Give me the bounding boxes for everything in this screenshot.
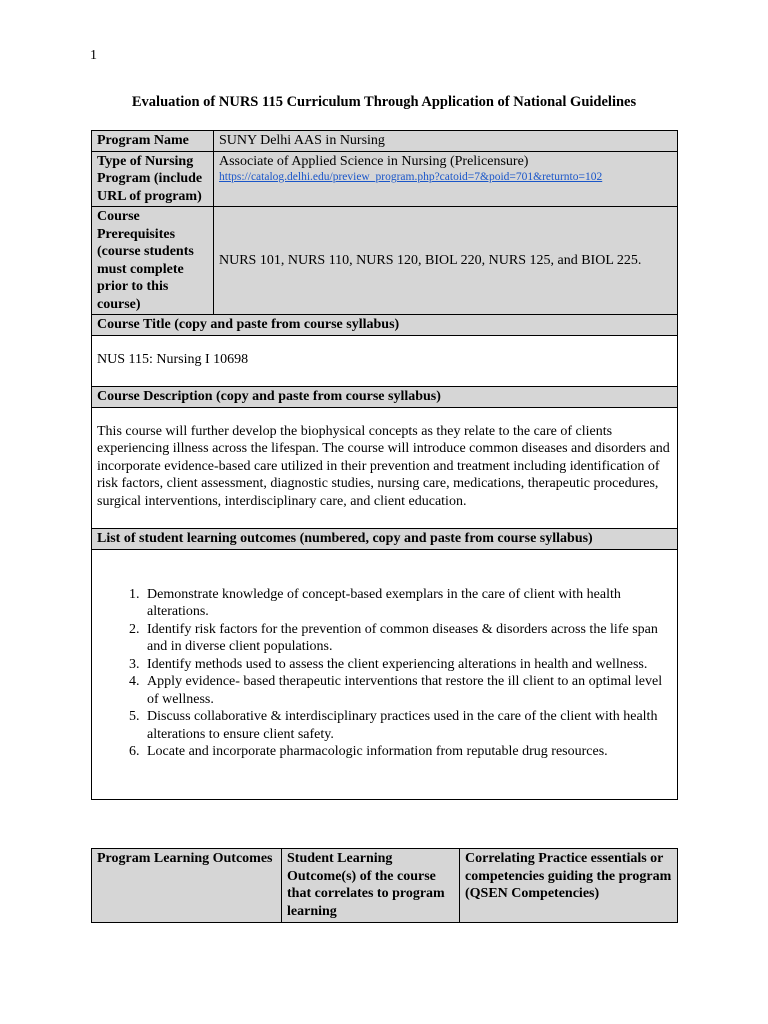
table-row: [92, 387, 678, 408]
table-row: [92, 549, 678, 799]
table-header-row: [92, 849, 678, 923]
outcomes-mapping-table: [91, 848, 678, 923]
program-type-value: Associate of Applied Science in Nursing (Prelicensure): [219, 153, 529, 169]
prerequisites-value: NURS 101, NURS 110, NURS 120, BIOL 220, NURS 125, and BIOL 225.: [214, 207, 678, 315]
page-number: 1: [90, 48, 97, 63]
table-row: [92, 207, 678, 315]
table-row: [92, 407, 678, 529]
list-item: 2. Identify risk factors for the prevention of common diseases & disorders across the life span and in diverse client populations.: [143, 621, 672, 656]
table-row: [92, 151, 678, 207]
program-url-link[interactable]: https://catalog.delhi.edu/preview_program.php?catoid=7&poid=701&returnto=102: [219, 171, 603, 183]
table-row: [92, 529, 678, 550]
list-item: 3. Identify methods used to assess the client experiencing alterations in health and wellness.: [143, 656, 672, 674]
list-item: 5. Discuss collaborative & interdisciplinary practices used in the care of the client with health alterations to ensure client safety.: [143, 708, 672, 743]
program-name-value: SUNY Delhi AAS in Nursing: [214, 131, 678, 152]
program-type-cell: [214, 151, 678, 207]
document-title: Evaluation of NURS 115 Curriculum Through Application of National Guidelines: [131, 94, 637, 110]
course-title-label: Course Title (copy and paste from course syllabus): [92, 315, 678, 336]
course-description-label: Course Description (copy and paste from course syllabus): [92, 387, 678, 408]
header-student-learning-outcomes: Student Learning Outcome(s) of the course that correlates to program learning: [282, 849, 460, 923]
course-description-value: This course will further develop the biophysical concepts as they relate to the care of clients experiencing illness across the lifespan. The course will introduce common diseases and disorders and incorporate evidence-based care utilized in their prevention and treatment including identification of risk factors, client assessment, diagnostic studies, nursing care, medications, therapeutic procedures, surgical interventions, interdisciplinary care, and client education.: [92, 407, 678, 529]
table-row: [92, 315, 678, 336]
learning-outcomes-cell: [92, 549, 678, 799]
list-item: 6. Locate and incorporate pharmacologic information from reputable drug resources.: [143, 743, 672, 761]
learning-outcomes-label: List of student learning outcomes (numbered, copy and paste from course syllabus): [92, 529, 678, 550]
program-type-label: Type of Nursing Program (include URL of program): [92, 151, 214, 207]
program-name-label: Program Name: [92, 131, 214, 152]
header-qsen-competencies: Correlating Practice essentials or competencies guiding the program (QSEN Competencies): [460, 849, 678, 923]
course-title-value: NUS 115: Nursing I 10698: [92, 335, 678, 387]
table-row: [92, 131, 678, 152]
table-row: [92, 335, 678, 387]
prerequisites-label: Course Prerequisites (course students must complete prior to this course): [92, 207, 214, 315]
list-item: 4. Apply evidence- based therapeutic interventions that restore the ill client to an optimal level of wellness.: [143, 673, 672, 708]
header-program-learning-outcomes: Program Learning Outcomes: [92, 849, 282, 923]
list-item: 1. Demonstrate knowledge of concept-based exemplars in the care of client with health alterations.: [143, 586, 672, 621]
program-info-table: [91, 130, 678, 800]
learning-outcomes-list: [97, 586, 672, 761]
